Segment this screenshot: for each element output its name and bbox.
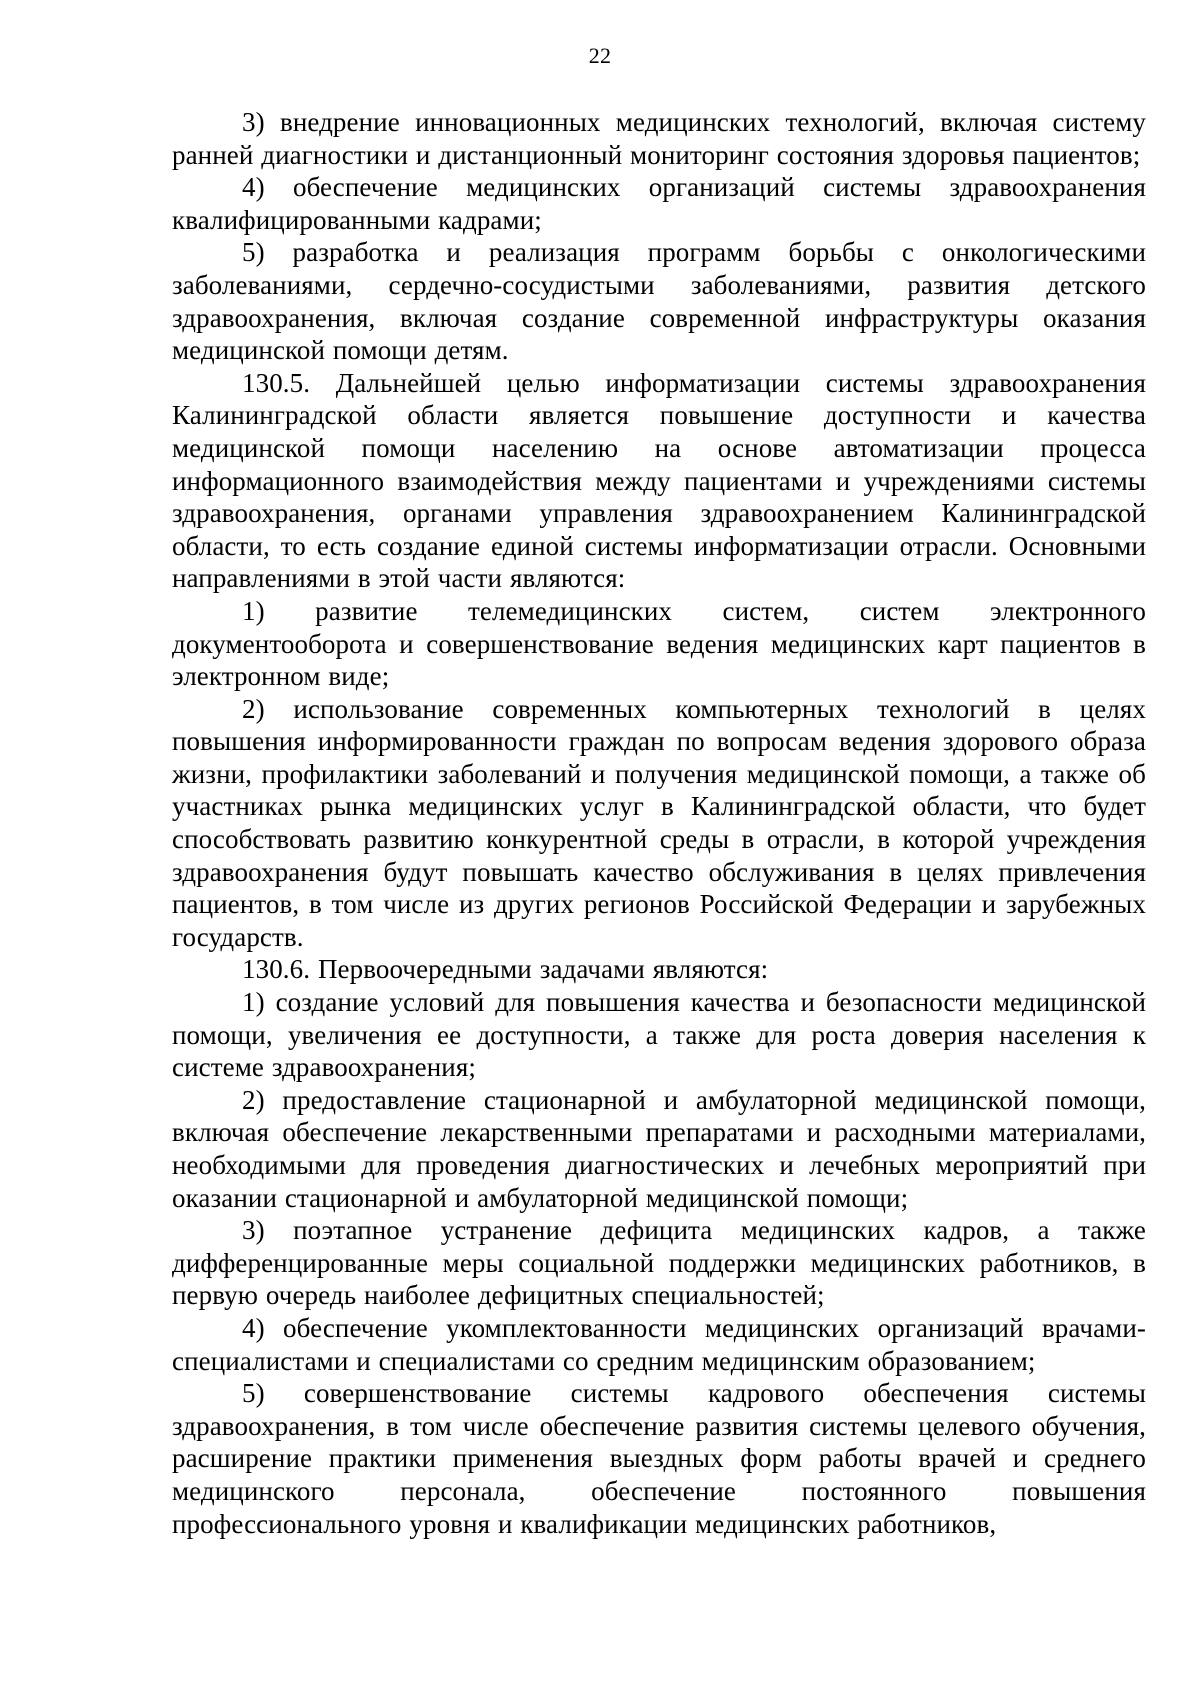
paragraph-section-130-5: 130.5. Дальнейшей целью информатизации системы здравоохранения Калининградской области является повышение доступности и качества медицинской помощи населению на основе автоматизации процесса информационного взаимодействия между пациентами и учреждениями системы здравоохранения, органами управления здравоохранением Калининградской области, то есть создание единой системы информатизации отрасли. Основными направлениями в этой части являются:: [172, 367, 1146, 594]
document-body: [172, 106, 1146, 1540]
paragraph-item-5: 5) разработка и реализация программ борьбы с онкологическими заболеваниями, сердечно-сосудистыми заболеваниями, развития детского здравоохранения, включая создание современной инфраструктуры оказания медицинской помощи детям.: [172, 237, 1146, 366]
paragraph-section-130-6: 130.6. Первоочередными задачами являются:: [242, 954, 769, 985]
page-number: 22: [588, 43, 612, 68]
paragraph-task-5: 5) совершенствование системы кадрового обеспечения системы здравоохранения, в том числе обеспечение развития системы целевого обучения, расширение практики применения выездных форм работы врачей и среднего медицинского персонала, обеспечение постоянного повышения профессионального уровня и квалификации медицинских работников,: [172, 1378, 1146, 1539]
paragraph-task-3: 3) поэтапное устранение дефицита медицинских кадров, а также дифференцированные меры социальной поддержки медицинских работников, в первую очередь наиболее дефицитных специальностей;: [172, 1215, 1146, 1311]
paragraph-task-2: 2) предоставление стационарной и амбулаторной медицинской помощи, включая обеспечение лекарственными препаратами и расходными материалами, необходимыми для проведения диагностических и лечебных мероприятий при оказании стационарной и амбулаторной медицинской помощи;: [172, 1084, 1146, 1213]
paragraph-direction-1: 1) развитие телемедицинских систем, систем электронного документооборота и совершенствование ведения медицинских карт пациентов в электронном виде;: [172, 595, 1146, 692]
paragraph-direction-2: 2) использование современных компьютерных технологий в целях повышения информированности граждан по вопросам ведения здорового образа жизни, профилактики заболеваний и получения медицинской помощи, а также об участниках рынка медицинских услуг в Калининградской области, что будет способствовать развитию конкурентной среды в отрасли, в которой учреждения здравоохранения будут повышать качество обслуживания в целях привлечения пациентов, в том числе из других регионов Российской Федерации и зарубежных государств.: [172, 693, 1146, 952]
paragraph-item-3: 3) внедрение инновационных медицинских технологий, включая систему ранней диагностики и дистанционный мониторинг состояния здоровья пациентов;: [172, 107, 1146, 170]
paragraph-item-4: 4) обеспечение медицинских организаций системы здравоохранения квалифицированными кадрами;: [172, 172, 1146, 235]
paragraph-task-1: 1) создание условий для повышения качества и безопасности медицинской помощи, увеличения ее доступности, а также для роста доверия населения к системе здравоохранения;: [172, 987, 1146, 1083]
paragraph-task-4: 4) обеспечение укомплектованности медицинских организаций врачами-специалистами и специалистами со средним медицинским образованием;: [172, 1312, 1146, 1376]
